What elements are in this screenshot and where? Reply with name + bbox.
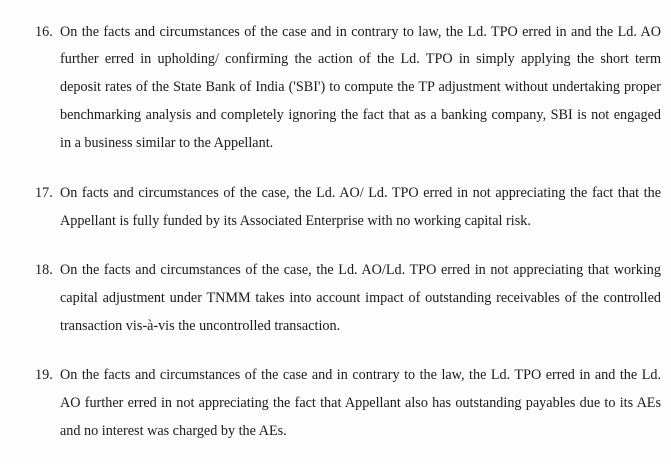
ground-16-line-3: deposit rates of the State Bank of India ('SBI') to compute the TP adjustment without undertaking proper	[60, 79, 661, 95]
ground-18-line-2: capital adjustment under TNMM takes into account impact of outstanding receivables of the controlled	[60, 290, 661, 306]
ground-number: 17.	[35, 185, 53, 201]
ground-18-line-1	[35, 261, 661, 279]
ground-text: On facts and circumstances of the case, the Ld. AO/ Ld. TPO erred in not appreciating the fact that the	[60, 185, 661, 201]
ground-19-line-2: AO further erred in not appreciating the fact that Appellant also has outstanding payables due to its AEs	[60, 395, 661, 411]
ground-16-line-5: in a business similar to the Appellant.	[60, 135, 274, 151]
ground-number: 18.	[35, 262, 53, 278]
ground-text: On the facts and circumstances of the case and in contrary to the law, the Ld. TPO erred in and the Ld.	[60, 367, 661, 383]
ground-19-line-3: and no interest was charged by the AEs.	[60, 423, 287, 439]
ground-number: 16.	[35, 24, 53, 40]
ground-19-line-1	[35, 366, 661, 384]
ground-17-line-1	[35, 184, 661, 202]
ground-16-line-4: benchmarking analysis and completely ignoring the fact that as a banking company, SBI is not engaged	[60, 107, 661, 123]
ground-text: On the facts and circumstances of the case, the Ld. AO/Ld. TPO erred in not appreciating that working	[60, 262, 661, 278]
ground-17-line-2: Appellant is fully funded by its Associated Enterprise with no working capital risk.	[60, 213, 531, 229]
ground-text: On the facts and circumstances of the case and in contrary to law, the Ld. TPO erred in and the Ld. AO	[60, 24, 661, 40]
ground-16-line-1	[35, 23, 661, 41]
ground-16-line-2: further erred in upholding/ confirming the action of the Ld. TPO in simply applying the short term	[60, 51, 661, 67]
ground-number: 19.	[35, 367, 53, 383]
ground-18-line-3: transaction vis-à-vis the uncontrolled transaction.	[60, 318, 341, 334]
